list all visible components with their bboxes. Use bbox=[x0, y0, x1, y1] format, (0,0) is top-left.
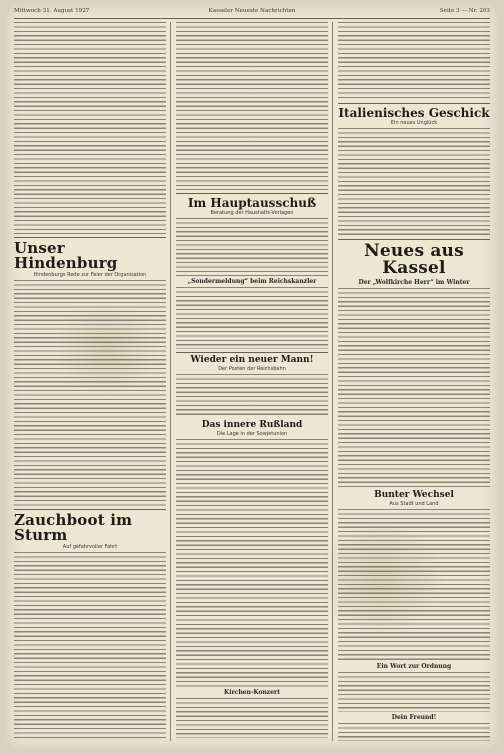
subheadline-neues-aus-kassel: Der „Wolfkirche Herr“ im Winter bbox=[358, 279, 470, 286]
subheadline-italienisches-geschick: Ein neues Unglück bbox=[390, 120, 438, 126]
article-text-block bbox=[338, 128, 490, 236]
article-text-block bbox=[176, 22, 328, 190]
headline-neuer-mann: Wieder ein neuer Mann! bbox=[190, 355, 314, 365]
page-header bbox=[14, 8, 490, 18]
column-1 bbox=[14, 22, 166, 741]
headline-dein-freund: Dein Freund! bbox=[391, 714, 437, 721]
subheadline-tauchboot: Auf gefahrvoller Fahrt bbox=[62, 544, 118, 550]
headline-hauptausschuss: Im Hauptausschuß bbox=[187, 196, 317, 210]
article-text-block bbox=[176, 439, 328, 687]
column-3 bbox=[338, 22, 490, 741]
article-text-block bbox=[14, 22, 166, 234]
article-text-block bbox=[338, 509, 490, 661]
article-text-block bbox=[338, 723, 490, 741]
header-rule bbox=[14, 18, 490, 19]
subheadline-russland: Die Lage in der Sowjetunion bbox=[216, 431, 288, 437]
header-masthead: Kasseler Neueste Nachrichten bbox=[208, 8, 296, 14]
headline-hindenburg: Unser Hindenburg bbox=[14, 239, 118, 272]
headline-tauchboot: Zauchboot im Sturm bbox=[14, 511, 133, 544]
article-text-block bbox=[338, 288, 490, 488]
article-text-block bbox=[14, 552, 166, 741]
section-rule bbox=[338, 239, 490, 240]
subheadline-hindenburg: Hindenburgs Rede zur Feier der Organisation bbox=[33, 272, 147, 278]
subheadline-neuer-mann: Der Posten der Reichsbahn bbox=[218, 366, 286, 372]
section-rule bbox=[338, 103, 490, 104]
section-rule bbox=[14, 237, 166, 238]
subheadline-hauptausschuss: Beratung der Haushalts-Vorlagen bbox=[210, 210, 294, 216]
subheadline-bunter-wechsel: Aus Stadt und Land bbox=[389, 501, 439, 507]
column-divider bbox=[332, 22, 333, 741]
article-text-block bbox=[176, 218, 328, 276]
column-2 bbox=[176, 22, 328, 741]
section-rule bbox=[176, 193, 328, 194]
article-text-block bbox=[176, 374, 328, 418]
headline-russland: Das innere Rußland bbox=[201, 420, 303, 430]
headline-neues-aus-kassel: Neues aus Kassel bbox=[364, 241, 464, 278]
header-page-number: Seite 3 — Nr. 203 bbox=[439, 8, 490, 14]
section-rule bbox=[14, 509, 166, 510]
column-divider bbox=[170, 22, 171, 741]
article-text-block bbox=[176, 698, 328, 738]
article-text-block bbox=[176, 287, 328, 349]
headline-kirchen-konzert: Kirchen-Konzert bbox=[224, 689, 280, 696]
headline-bunter-wechsel: Bunter Wechsel bbox=[374, 490, 454, 500]
article-text-block bbox=[338, 22, 490, 100]
article-text-block bbox=[14, 280, 166, 506]
newspaper-page bbox=[6, 4, 498, 749]
headline-reichskanzler: „Sondermeldung“ beim Reichskanzler bbox=[187, 278, 317, 285]
headline-ordnung: Ein Wort zur Ordnung bbox=[376, 663, 452, 670]
section-rule bbox=[176, 352, 328, 353]
header-date: Mittwoch 31. August 1927 bbox=[14, 8, 90, 14]
headline-italienisches-geschick: Italienisches Geschick bbox=[338, 106, 490, 120]
article-text-block bbox=[338, 672, 490, 712]
